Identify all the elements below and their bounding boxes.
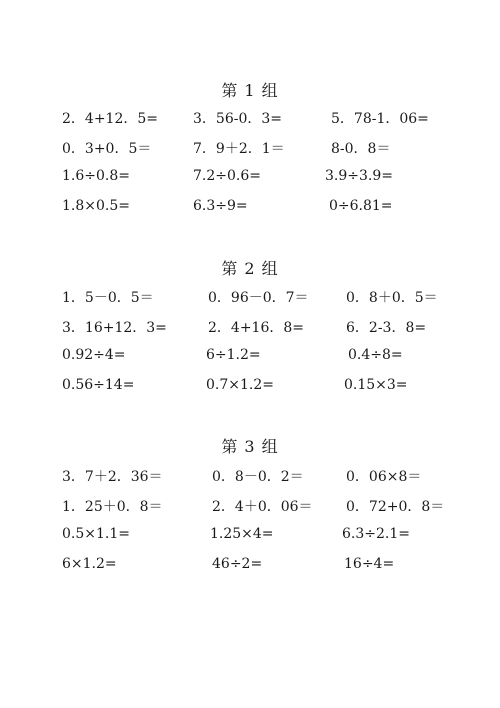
group-1-title: 第 1 组 <box>221 81 279 100</box>
problem-g2-r3-c2: 6÷1.2= <box>206 347 261 363</box>
problem-g1-r4-c3: 0÷6.81= <box>329 198 393 214</box>
problem-g3-r4-c2: 46÷2= <box>212 556 263 572</box>
problem-g1-r1-c3: 5．78-1．06= <box>331 111 429 127</box>
problem-g1-r3-c3: 3.9÷3.9= <box>325 168 393 184</box>
problem-g1-r1-c2: 3．56-0．3= <box>193 111 282 127</box>
problem-g2-r2-c2: 2．4+16．8= <box>208 320 304 336</box>
problem-g1-r2-c2: 7．9＋2．1＝ <box>193 141 285 157</box>
problem-g3-r4-c3: 16÷4= <box>344 556 395 572</box>
problem-g1-r2-c1: 0．3+0．5＝ <box>62 141 152 157</box>
problem-g1-r3-c2: 7.2÷0.6= <box>193 168 261 184</box>
problem-g3-r2-c3: 0．72+0．8＝ <box>346 499 445 515</box>
problem-g2-r2-c1: 3．16+12．3= <box>62 320 167 336</box>
problem-g3-r3-c2: 1.25×4= <box>210 526 274 542</box>
problem-g2-r4-c1: 0.56÷14= <box>62 377 135 393</box>
problem-g3-r1-c3: 0．06×8＝ <box>346 469 422 485</box>
problem-g3-r3-c3: 6.3÷2.1= <box>342 526 410 542</box>
problem-g2-r3-c3: 0.4÷8= <box>348 347 403 363</box>
problem-g2-r3-c1: 0.92÷4= <box>62 347 126 363</box>
group-3-title: 第 3 组 <box>221 437 279 456</box>
problem-g2-r1-c2: 0．96－0．7＝ <box>208 290 309 306</box>
problem-g1-r3-c1: 1.6÷0.8= <box>62 168 130 184</box>
problem-g3-r1-c1: 3．7＋2．36＝ <box>62 469 163 485</box>
problem-g1-r2-c3: 8-0．8＝ <box>331 141 391 157</box>
problem-g1-r4-c2: 6.3÷9= <box>193 198 248 214</box>
problem-g2-r4-c2: 0.7×1.2= <box>206 377 274 393</box>
problem-g2-r2-c3: 6．2-3．8= <box>346 320 427 336</box>
problem-g3-r3-c1: 0.5×1.1= <box>62 526 130 542</box>
problem-g3-r1-c2: 0．8－0．2＝ <box>212 469 304 485</box>
problem-g2-r1-c3: 0．8＋0．5＝ <box>346 290 438 306</box>
problem-g3-r2-c2: 2．4＋0．06＝ <box>212 499 313 515</box>
problem-g3-r4-c1: 6×1.2= <box>62 556 117 572</box>
problem-g1-r4-c1: 1.8×0.5= <box>62 198 130 214</box>
problem-g2-r1-c1: 1．5－0．5＝ <box>62 290 154 306</box>
problem-g3-r2-c1: 1．25＋0．8＝ <box>62 499 163 515</box>
problem-g1-r1-c1: 2．4+12．5= <box>62 111 158 127</box>
problem-g2-r4-c3: 0.15×3= <box>344 377 408 393</box>
group-2-title: 第 2 组 <box>221 259 279 278</box>
